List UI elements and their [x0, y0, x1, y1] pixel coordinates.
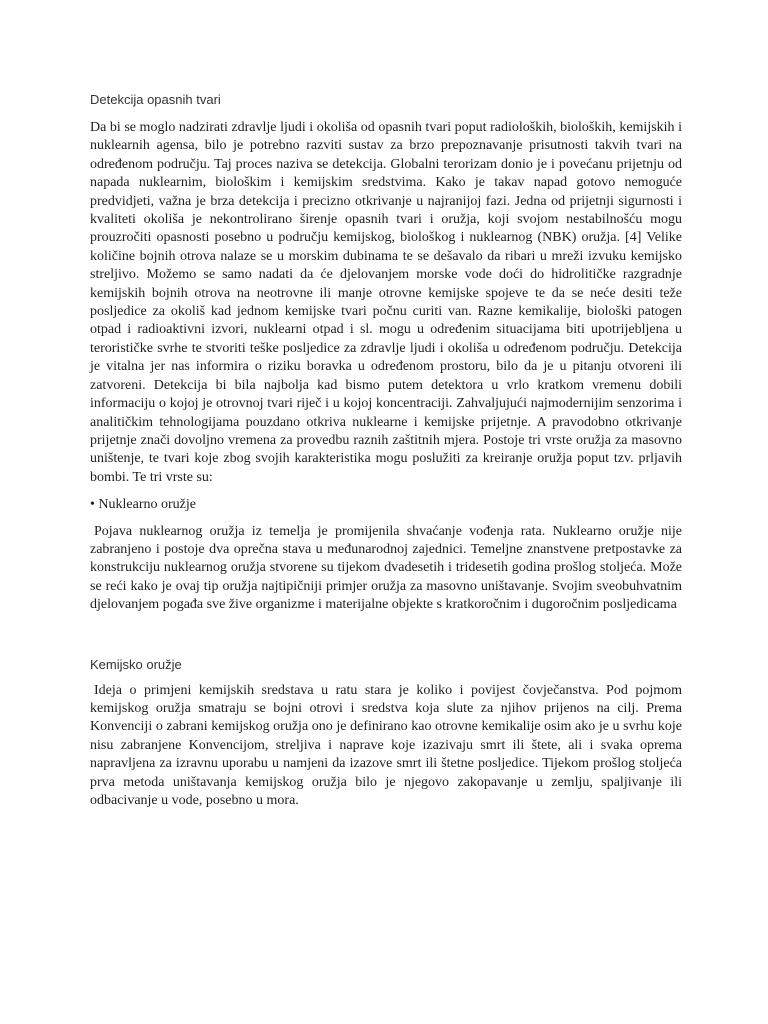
- section-heading-chemical-weapons: Kemijsko oružje: [90, 656, 182, 672]
- intro-paragraph: Da bi se moglo nadzirati zdravlje ljudi i okoliša od opasnih tvari poput radioloških, bioloških, kemijskih i nuklearnih agensa, bilo je potrebno razviti sustav za brzo prepoznavanje prisutnosti takvih tvari na određenom području. Taj proces naziva se detekcija. Globalni terorizam donio je i povećanu prijetnju od napada nuklearnim, biološkim i kemijskim sredstvima. Kako je takav napad gotovo nemoguće predvidjeti, važna je brza detekcija i precizno otkrivanje u najranijoj fazi. Jedna od prijetnji sigurnosti i kvaliteti okoliša je nekontrolirano širenje opasnih tvari i oružja, koji svojom nestabilnošću mogu prouzročiti opasnosti posebno u području kemijskog, biološkog i nuklearnog (NBK) oružja. [4] Velike količine bojnih otrova nalaze se u morskim dubinama te se dešavalo da ribari u mreži izvuku kemijsko streljivo. Možemo se samo nadati da će djelovanjem morske vode doći do hidrolitičke razgradnje kemijskih bojnih otrova na neotrovne ili manje otrovne kemijske spojeve te da se neće desiti teže posljedice za okoliš kad jednom kemijske tvari počnu curiti van. Razne kemikalije, biološki patogen otpad i radioaktivni izvori, nuklearni otpad i sl. mogu u određenim situacijama biti upotrijebljena u terorističke svrhe te stvoriti teške posljedice za zdravlje ljudi i okoliša u određenom području. Detekcija je vitalna jer nas informira o riziku boravka u određenom prostoru, bilo da je u pitanju otvoreni ili zatvoreni. Detekcija bi bila najbolja kad bismo putem detektora u vrlo kratkom vremenu dobili informaciju o kojoj je otrovnoj tvari riječ i u kojoj koncentraciji. Zahvaljujući najmodernijim senzorima i analitičkim tehnologijama pouzdano otkriva nuklearne i kemijske prijetnje. A pravodobno otkrivanje prijetnje znači dovoljno vremena za provedbu raznih zaštitnih mjera. Postoje tri vrste oružja za masovno uništenje, te tvari koje zbog svojih karakteristika mogu poslužiti za kreiranje oružja poput tzv. prljavih bombi. Te tri vrste su:: [90, 120, 682, 485]
- bullet-nuclear-weapons: • Nuklearno oružje: [90, 497, 196, 513]
- document-title: Detekcija opasnih tvari: [90, 92, 221, 107]
- nuclear-paragraph: Pojava nuklearnog oružja iz temelja je promijenila shvaćanje vođenja rata. Nuklearno oružje nije zabranjeno i postoje dva oprečna stava u međunarodnoj zajednici. Temeljne znanstvene pretpostavke za konstrukciju nuklearnog oružja stvorene su tijekom dvadesetih i tridesetih godina prošlog stoljeća. Može se reći kako je ovaj tip oružja najtipičniji primjer oružja za masovno uništavanje. Svojim sveobuhvatnim djelovanjem pogađa sve žive organizme i materijalne objekte s kratkoročnim i dugoročnim posljedicama: [90, 523, 682, 613]
- chemical-paragraph: Ideja o primjeni kemijskih sredstava u ratu stara je koliko i povijest čovječanstva. Pod pojmom kemijskog oružja smatraju se bojni otrovi i sredstva koja slute za njihov prijenos na cilj. Prema Konvenciji o zabrani kemijskog oružja ono je definirano kao otrovne kemikalije osim ako je u svrhu koje nisu zabranjene Konvencijom, streljiva i naprave koje izazivaju smrt ili štete, ali i svaka oprema napravljena za izravnu uporabu u namjeni da izazove smrt ili štetne posljedice. Tijekom prošlog stoljeća prva metoda uništavanja kemijskog oružja bilo je njegovo zakopavanje u zemlju, spaljivanje ili odbacivanje u vode, posebno u mora.: [90, 682, 682, 808]
